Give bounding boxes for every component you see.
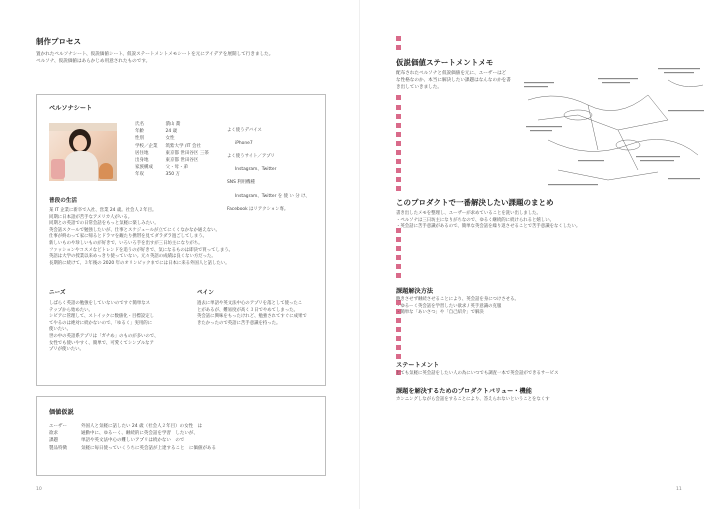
pains-title: ペイン [197,290,214,296]
memo-text: 配布されたペルソナと仮説価値を元に、ユーザーはど な性格なのか、本当に解決したい課題はなんなのかを書 き出していきました。 [396,71,511,90]
value-row [49,430,219,437]
profile-value: 東京都 世田谷区 三茶 [165,150,209,156]
profile-label: 氏名 [135,122,144,127]
pink-marker [396,345,401,350]
pink-marker [396,327,401,332]
value-label: ユーザー [49,424,67,429]
pink-marker [396,132,401,137]
pink-marker [396,354,401,359]
profile-value: 父・母・弟 [165,165,188,171]
daily-text: 某 IT 企業に新卒で入社、営業 24 歳。社会人２年目。 同期に日本語が苦手なアメリカ人がいる。 同期との英語での日常会話をもっと気軽に楽しみたい。 英会話スクールで勉強したいが、仕事とスケジュールが立てにくくなかなか通えない。 仕事が終わって家に帰るとドラマを観たり携帯を見てダラダラ過ごしてしまう。 新しいものや珍しいものが好きで、いろいろ手を出すが三日坊主になりがち。 ファッションやコスメなどトレンドを追うのが好きで、気になるものは即決で買ってしまう。 英語は大学の授業以来めっきり使っていない。元々英語の成績は良くない方だった。 長期的に続けて、３年後の 2020 年のオリンピックまでには日本に来る外国人と話したい。 [49,208,234,266]
profile-label: 年収 [135,172,144,178]
needs-text: しばらく英語の勉強をしていないのですぐ簡単なス テップから始めたい。 シビアに管理して、ストイックに数値化・目標設定し てやるのは絶対に続かないので、「ゆるく」実用的に 使いたい。 世の中の英語系アプリは「ガチめ」のものが多いので、 女性でも使いやすく、簡単で、可愛くてシンプルなア プリが使いたい。 [49,301,159,353]
value-row [49,437,219,444]
pink-marker [396,246,401,251]
method-title: 課題解決方法 [396,288,434,295]
profile-row [135,157,212,164]
sites-line-1: Instagram、Twitter [235,167,277,173]
process-intro: 置かれたペルソナシート、仮説価値シート、仮説ステートメントメモシートを元にアイデアを展開して行きました。 ペルソナ、仮説価値はあらかじめ用意されたものです。 [36,52,274,64]
profile-label: 家族構成 [135,165,153,171]
method-text: 飽きさせず継続させることにより、英会話を身につけさせる。 ・ゆるーく英会話を学習したい欲求 / 英手意識の克服 ・簡単な「あいさつ」や「自己紹介」で解決 [396,297,519,316]
devices-value: iPhone7 [235,140,253,146]
profile-value: 潰山 喬 [165,122,181,127]
pink-marker [396,336,401,341]
pink-marker [396,123,401,128]
profile-value: 筑紫大学 /IT 会社 [165,143,201,149]
value-row [49,445,219,452]
profile-label: 出身地 [135,157,149,163]
profile-row [135,171,212,178]
page-number-right: 11 [676,487,682,492]
statement-title: ステートメント [396,362,440,369]
pink-marker [396,105,401,110]
value-text: 外国人と気軽に話したい 24 歳（社会人２年目）の女性 は [81,424,203,429]
memo-title: 仮説価値ステートメントメモ [396,58,494,67]
value-text: 気軽に毎日使っていくうちに英会話が上達すること に価値がある [81,445,216,451]
pink-marker [396,168,401,173]
product-value-title: 課題を解決するためのプロダクトバリュー・機能 [396,388,532,395]
profile-row [135,150,212,157]
pink-marker [396,273,401,278]
profile-label: 学校／企業 [135,143,158,149]
profile-value: 350 万 [165,172,181,178]
profile-label: 性別 [135,136,144,142]
profile-row [135,121,212,128]
memo-sketch-image [518,60,714,196]
value-label: 課題 [49,438,58,444]
pink-marker [396,45,401,50]
pains-text: 過去に単語や英文法中心のアプリを落として使ったこ とがあるが、難易度が高く３日でやめてしまった。 英会話に興味をもったけれど、勉強されてすぐに成果で きたかったので英語に苦手意識を持った。 [197,301,307,326]
pink-marker [396,141,401,146]
product-value-text: カンニングしながら会話をすることにより、答えられないということをなくす [396,397,550,402]
profile-value: 女性 [165,136,175,142]
summary-text: 書き出したメモを整理し、ユーザーが求めていることを洗い出しました。 ・ペルソナは三日坊主になりがちなので、ゆるく継続的に続けられると嬉しい。 ・英会話に苦手意識があるので、簡単な英会話を繰り返させることで苦手意識をなくしたい。 [396,211,581,230]
value-text: 通勤中に、ゆるーく、継続的に英会話を学習 したいが、 [81,431,198,437]
summary-title: このプロダクトで一番解決したい課題のまとめ [396,198,554,207]
sites-title: よく使うサイト／アプリ [227,153,275,159]
pink-marker [396,237,401,242]
profile-value: 24 歳 [165,129,178,135]
value-text: 単語や英文法中心の難しいアプリは続かない ので [81,438,185,444]
devices-block [227,121,322,220]
sites-line-4: Facebook はリアクション専。 [227,206,289,212]
pink-marker [396,255,401,260]
value-label: 欲求 [49,431,58,437]
value-label: 製品特徴 [49,445,67,451]
pink-marker [396,318,401,323]
persona-title: ペルソナシート [49,105,93,112]
profile-row [135,128,212,135]
value-row [49,423,219,430]
profile-label: 年齢 [135,129,144,135]
profile-label: 居住地 [135,150,149,156]
profile-row [135,143,212,150]
right-page [360,0,720,509]
sites-line-2: SNS 利用機種 [227,180,255,186]
persona-profile-table [135,121,212,179]
pink-marker [396,114,401,119]
statement-text: とても気軽に英会話をしたい人の為にいつでも調査一本で英会話ができるサービス [396,371,559,376]
page-number-left: 10 [36,487,42,492]
profile-row [135,135,212,142]
pink-marker [396,159,401,164]
devices-title: よく使うデバイス [227,127,262,133]
value-title: 価値仮説 [49,409,74,416]
value-table [49,423,219,452]
needs-title: ニーズ [49,290,66,296]
value-hypothesis-box [36,396,326,476]
profile-value: 東京都 世田谷区 [165,157,199,163]
pink-marker [396,150,401,155]
pink-marker [396,177,401,182]
profile-row [135,164,212,171]
sites-line-3: Instagram、Twitter を 使 い 分 け、 [235,193,310,199]
persona-sheet [36,94,326,386]
pink-marker [396,186,401,191]
pink-marker [396,95,401,100]
process-title: 制作プロセス [36,37,81,46]
daily-title: 普段の生活 [49,198,77,204]
persona-photo [49,123,117,181]
pink-marker [396,264,401,269]
pink-marker [396,36,401,41]
